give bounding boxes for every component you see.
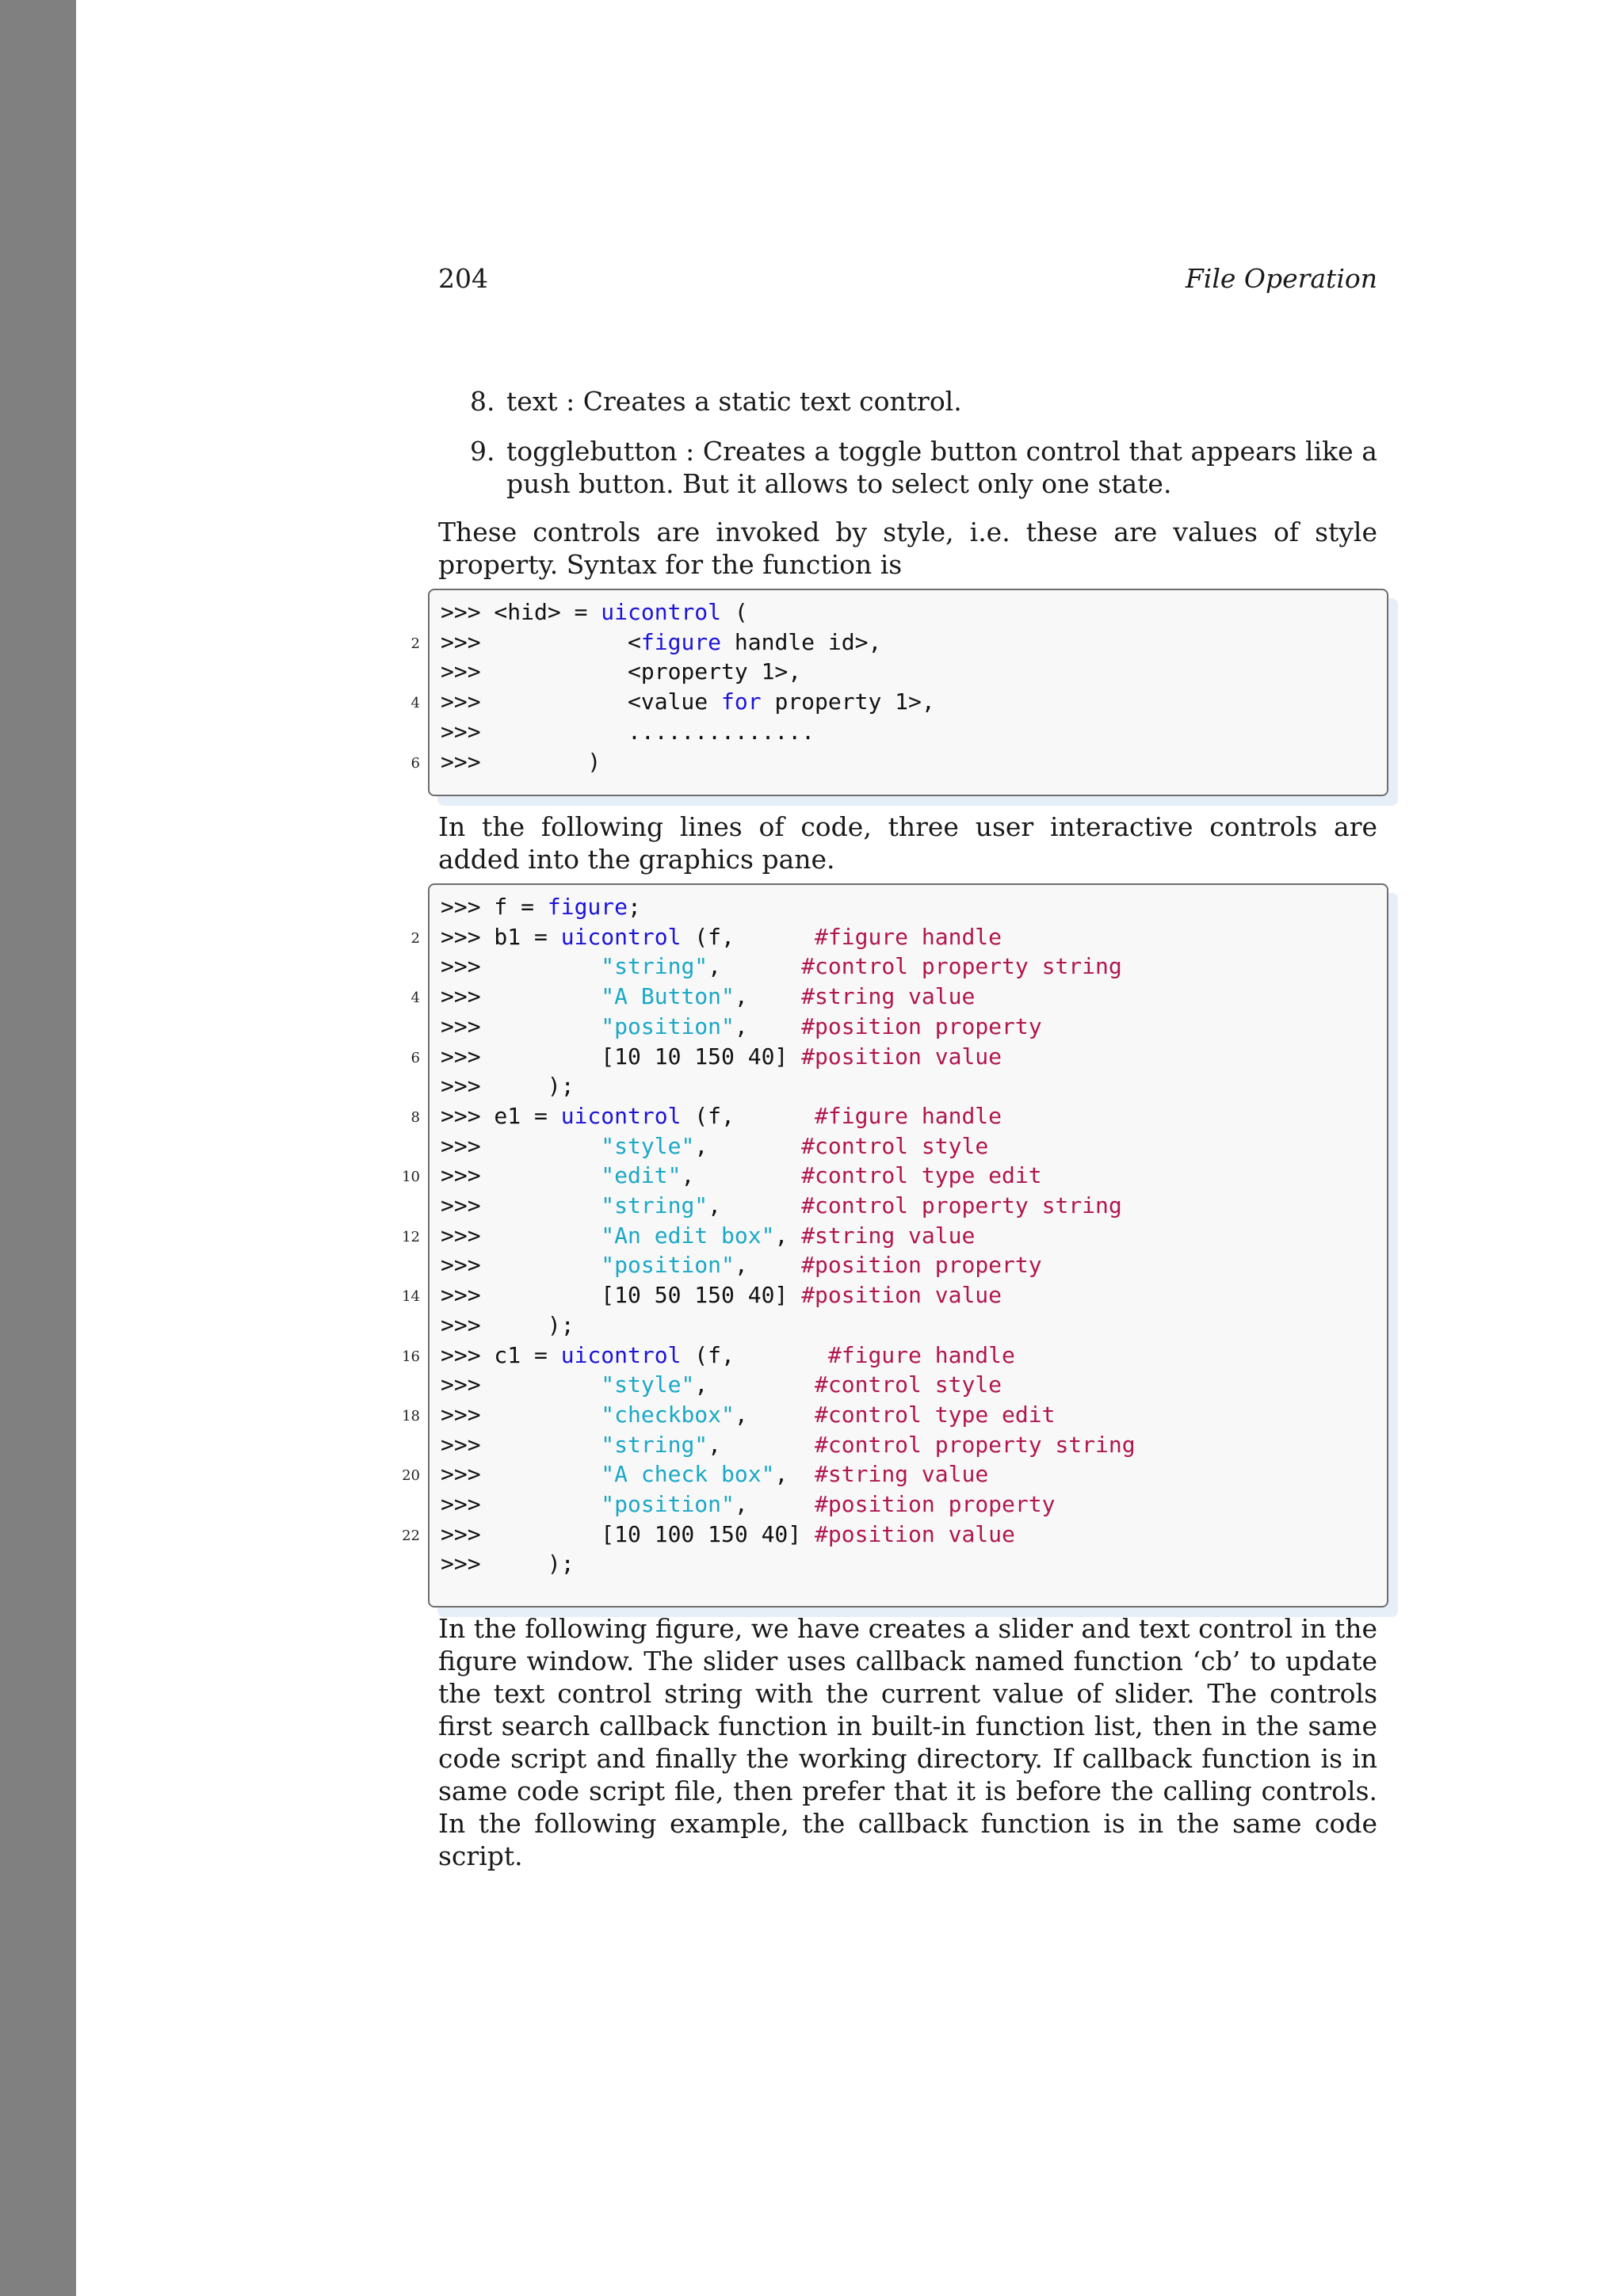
code-text: , [734, 1013, 802, 1039]
code-text: >>> c1 = [441, 1341, 561, 1368]
code-text: >>> [10 10 150 40] [441, 1043, 802, 1070]
code-text: >>> [441, 953, 601, 980]
code-text: >>> .............. [441, 718, 815, 745]
running-title: File Operation [1185, 263, 1377, 294]
line-number: 16 [402, 1348, 420, 1365]
code-text: >>> [441, 1491, 601, 1517]
code-text: >>> e1 = [441, 1102, 561, 1129]
code-text: , [708, 953, 802, 980]
code-line [441, 747, 601, 777]
code-comment: #position property [801, 1013, 1042, 1039]
code-text: >>> ); [441, 1550, 575, 1577]
code-text: >>> [441, 1371, 601, 1398]
line-number: 4 [411, 695, 420, 712]
code-text: , [694, 1371, 815, 1398]
page-number: 204 [438, 263, 488, 294]
code-text: ( [721, 599, 748, 625]
line-number: 4 [411, 990, 420, 1007]
code-text: , [734, 1401, 815, 1428]
paragraph-slider-intro: In the following figure, we have creates a slider and text control in the figure window. The slider uses callback named function ‘cb’ to update the text control string with the current value of slider. The controls first search callback function in built-in function list, then in the same code script and finally the working directory. If callback function is in same code script file, then prefer that it is before the calling controls. In the following example, the callback function is in the same code script. [438, 1613, 1377, 1871]
line-number: 10 [402, 1169, 420, 1186]
paragraph-syntax-intro: These controls are invoked by style, i.e. these are values of style property. Syntax for the function is [438, 517, 1377, 580]
code-text: (f, [681, 923, 815, 950]
code-string: "string" [601, 1431, 708, 1458]
list-number: 8. [470, 386, 495, 417]
code-line [441, 717, 815, 747]
code-text: >>> [441, 1162, 601, 1189]
code-line [441, 657, 801, 687]
line-number: 6 [411, 1049, 420, 1066]
code-text: >>> [441, 1222, 601, 1249]
code-string: "string" [601, 1192, 708, 1219]
line-number: 2 [411, 929, 420, 947]
code-string: "style" [601, 1371, 695, 1398]
code-line [441, 1520, 1015, 1550]
code-line [441, 1370, 1002, 1400]
line-number: 8 [411, 1108, 420, 1126]
line-number: 20 [402, 1467, 420, 1485]
code-text: property 1>, [761, 688, 935, 715]
code-text: , [681, 1162, 802, 1189]
code-text: >>> [441, 983, 601, 1010]
code-line [441, 892, 641, 922]
page-gutter [0, 0, 76, 2296]
code-string: "string" [601, 953, 708, 980]
code-line [441, 1101, 1002, 1131]
code-comment: #control property string [801, 953, 1122, 980]
code-comment: #control property string [815, 1431, 1136, 1458]
code-block-syntax [411, 589, 1388, 796]
code-text: , [734, 1252, 802, 1279]
code-comment: #figure handle [827, 1341, 1015, 1368]
code-text: >>> [441, 1013, 601, 1039]
list-item-text [470, 385, 1377, 418]
code-line [441, 922, 1002, 952]
code-comment: #control type edit [801, 1162, 1042, 1189]
code-line [441, 1280, 1002, 1310]
code-text: , [708, 1192, 802, 1219]
code-text: >>> <hid> = [441, 599, 601, 625]
code-line [441, 1012, 1042, 1042]
code-line [441, 952, 1122, 982]
code-line [441, 1161, 1042, 1191]
code-string: "position" [601, 1491, 735, 1517]
code-string: "style" [601, 1132, 695, 1159]
code-keyword: uicontrol [560, 1341, 682, 1368]
code-text: >>> [441, 1132, 601, 1159]
code-comment: #position value [801, 1043, 1002, 1070]
paragraph-example-intro: In the following lines of code, three user interactive controls are added into the graphics pane. [438, 811, 1377, 875]
code-text: (f, [681, 1102, 815, 1129]
code-keyword: for [721, 688, 762, 715]
code-text: >>> ); [441, 1311, 575, 1338]
code-line [441, 1549, 575, 1579]
code-string: "checkbox" [601, 1401, 735, 1428]
code-keyword: uicontrol [560, 923, 682, 950]
list-text: text : Creates a static text control. [506, 386, 962, 417]
line-number: 2 [411, 635, 420, 652]
code-text: >>> <property 1>, [441, 658, 802, 685]
code-keyword: figure [640, 628, 722, 655]
code-text: >>> < [441, 628, 641, 655]
code-line [441, 1400, 1055, 1430]
code-keyword: uicontrol [601, 599, 722, 625]
list-item-togglebutton [470, 435, 1377, 500]
code-text: >>> ) [441, 748, 601, 775]
list-number: 9. [470, 436, 495, 467]
code-line [441, 1341, 1015, 1371]
code-text: >>> [441, 1461, 601, 1488]
code-comment: #control property string [801, 1192, 1122, 1219]
code-text: , [774, 1222, 802, 1249]
code-comment: #position property [801, 1252, 1042, 1279]
code-text: >>> [441, 1252, 601, 1279]
code-string: "A Button" [601, 983, 735, 1010]
code-text: >>> [441, 1431, 601, 1458]
code-text: >>> b1 = [441, 923, 561, 950]
code-string: "edit" [601, 1162, 682, 1189]
code-text: >>> [10 100 150 40] [441, 1520, 815, 1547]
line-number: 6 [411, 754, 420, 772]
code-string: "An edit box" [601, 1222, 775, 1249]
code-text: >>> [441, 1401, 601, 1428]
code-line [441, 1310, 575, 1341]
code-line [441, 1459, 988, 1489]
code-comment: #string value [801, 983, 976, 1010]
code-text: , [708, 1431, 815, 1458]
code-comment: #string value [801, 1222, 976, 1249]
code-line [441, 687, 935, 717]
code-line [441, 1071, 575, 1101]
code-text: , [694, 1132, 802, 1159]
code-comment: #figure handle [815, 1102, 1002, 1129]
code-line [441, 627, 881, 658]
code-keyword: figure [547, 894, 628, 920]
code-comment: #control style [815, 1371, 1002, 1398]
code-comment: #control style [801, 1132, 989, 1159]
code-comment: #position property [815, 1491, 1056, 1517]
code-text: >>> [441, 1192, 601, 1219]
code-text: >>> <value [441, 688, 722, 715]
code-line [441, 1131, 988, 1161]
code-string: "position" [601, 1013, 735, 1039]
code-text: >>> f = [441, 894, 548, 920]
code-text: ; [628, 894, 641, 920]
code-block-example [402, 883, 1388, 1608]
code-text: >>> [10 50 150 40] [441, 1282, 802, 1309]
line-number: 14 [402, 1288, 420, 1306]
code-line [441, 982, 975, 1012]
code-string: "A check box" [601, 1461, 775, 1488]
list-text: togglebutton : Creates a toggle button control that appears like a push button. But it allows to select only one state. [506, 436, 1377, 499]
line-number: 12 [402, 1228, 420, 1245]
code-text: (f, [681, 1341, 828, 1368]
code-line [441, 1489, 1055, 1520]
code-line [441, 1221, 975, 1251]
code-text: , [734, 1491, 815, 1517]
code-string: "position" [601, 1252, 735, 1279]
code-comment: #string value [815, 1461, 989, 1488]
code-text: , [734, 983, 802, 1010]
line-number: 18 [402, 1407, 420, 1425]
code-line [441, 1191, 1122, 1221]
code-line [441, 1042, 1002, 1072]
code-comment: #figure handle [815, 923, 1002, 950]
code-text: handle id>, [721, 628, 882, 655]
code-comment: #control type edit [815, 1401, 1056, 1428]
code-comment: #position value [801, 1282, 1002, 1309]
code-line [441, 597, 748, 627]
code-line [441, 1250, 1042, 1280]
line-number: 22 [402, 1527, 420, 1544]
code-comment: #position value [815, 1520, 1015, 1547]
code-line [441, 1430, 1136, 1460]
code-text: >>> ); [441, 1073, 575, 1100]
code-keyword: uicontrol [560, 1102, 682, 1129]
code-text: , [774, 1461, 815, 1488]
